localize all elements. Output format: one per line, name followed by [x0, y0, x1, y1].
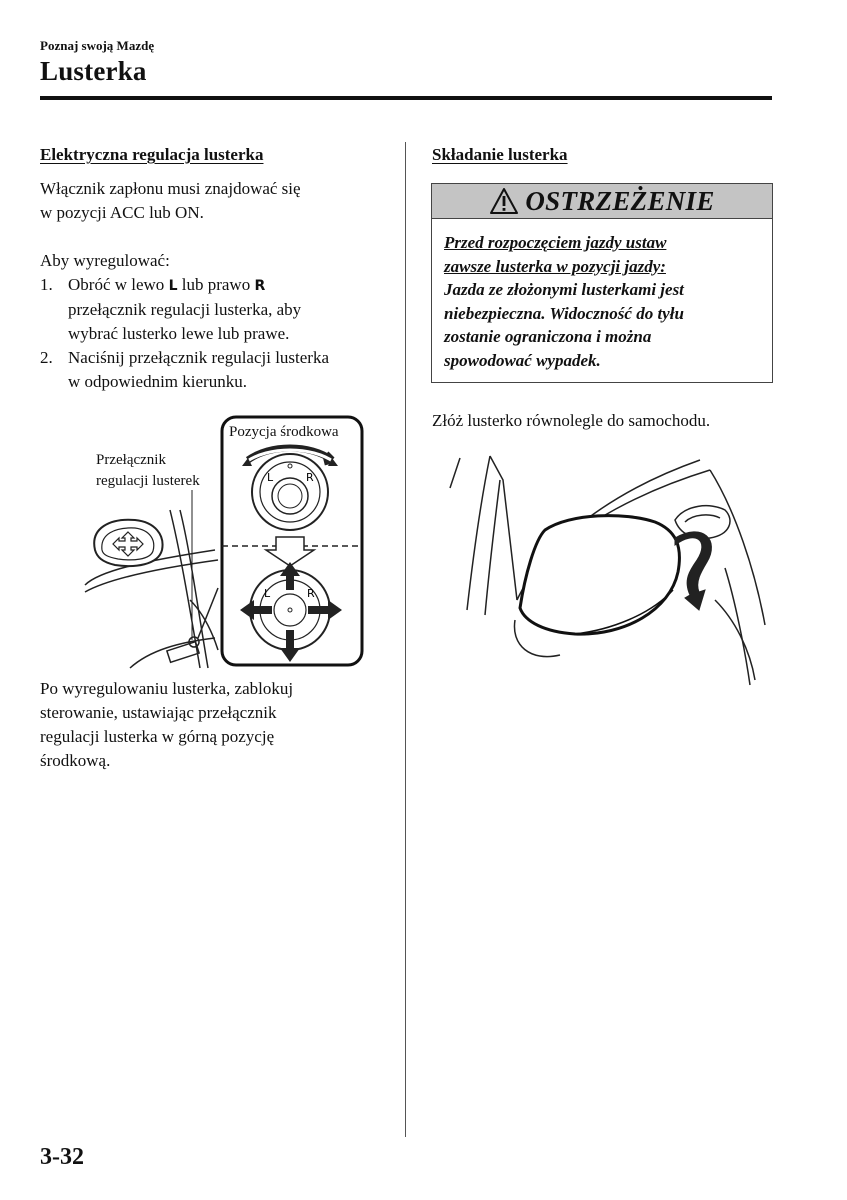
how-to-label: Aby wyregulować: [40, 251, 170, 270]
steps-list [40, 273, 390, 394]
knob-letter-left: L [267, 471, 274, 484]
switch-label: Przełącznik [96, 452, 166, 468]
title-rule [40, 96, 772, 100]
step-text: w odpowiednim kierunku. [68, 372, 247, 391]
warning-triangle-icon [489, 187, 519, 215]
center-position-label: Pozycja środkowa [229, 424, 339, 440]
step-text: Obróć w lewo [68, 275, 169, 294]
page-number: 3-32 [40, 1144, 84, 1170]
list-number: 1. [40, 275, 53, 294]
warning-line: Przed rozpoczęciem jazdy ustaw [444, 233, 667, 252]
page-title: Lusterka [40, 56, 147, 86]
key-left-letter: L [168, 278, 178, 294]
section-heading-folding: Składanie lusterka [432, 145, 568, 164]
after-line: środkową. [40, 751, 111, 770]
warning-line: zawsze lusterka w pozycji jazdy: [444, 256, 666, 276]
section-heading-electric-adjustment: Elektryczna regulacja lusterka [40, 145, 264, 164]
mirror-switch-figure [40, 410, 370, 672]
intro-line: w pozycji ACC lub ON. [40, 203, 204, 222]
after-line: Po wyregulowaniu lusterka, zablokuj [40, 679, 294, 698]
column-divider [405, 142, 406, 1137]
knob-letter-left: L [264, 587, 271, 600]
after-line: sterowanie, ustawiając przełącznik [40, 703, 277, 722]
folded-mirror-icon [520, 516, 679, 635]
mirror-icon [94, 520, 162, 566]
warning-line: niebezpieczna. Widoczność do tyłu [444, 303, 684, 323]
warning-line: spowodować wypadek. [444, 350, 601, 370]
list-number: 2. [40, 348, 53, 367]
fold-arrow-icon [675, 532, 711, 610]
section-label: Poznaj swoją Mazdę [40, 38, 155, 53]
list-item [40, 273, 390, 346]
after-line: regulacji lusterka w górną pozycję [40, 727, 275, 746]
warning-line: Jazda ze złożonymi lusterkami jest [444, 280, 684, 299]
warning-header [432, 184, 772, 219]
key-right-letter: R [254, 278, 266, 294]
switch-label: regulacji lusterek [96, 473, 200, 489]
warning-box [431, 183, 773, 383]
step-text: Naciśnij przełącznik regulacji lusterka [68, 348, 330, 367]
knob-letter-right: R [306, 471, 314, 484]
step-text: wybrać lusterko lewe lub prawe. [68, 324, 290, 343]
intro-paragraph [40, 177, 301, 225]
after-adjustment-paragraph [40, 677, 293, 773]
list-item [40, 346, 390, 394]
intro-line: Włącznik zapłonu musi znajdować się [40, 179, 301, 198]
knob-letter-right: R [307, 587, 315, 600]
step-text: lub prawo [177, 275, 255, 294]
folded-mirror-figure [435, 450, 770, 690]
warning-text [444, 231, 762, 372]
folding-instruction: Złóż lusterko równolegle do samochodu. [432, 411, 711, 430]
warning-line: zostanie ograniczona i można [444, 327, 652, 346]
step-text: przełącznik regulacji lusterka, aby [68, 300, 302, 319]
warning-title: OSTRZEŻENIE [525, 185, 715, 216]
